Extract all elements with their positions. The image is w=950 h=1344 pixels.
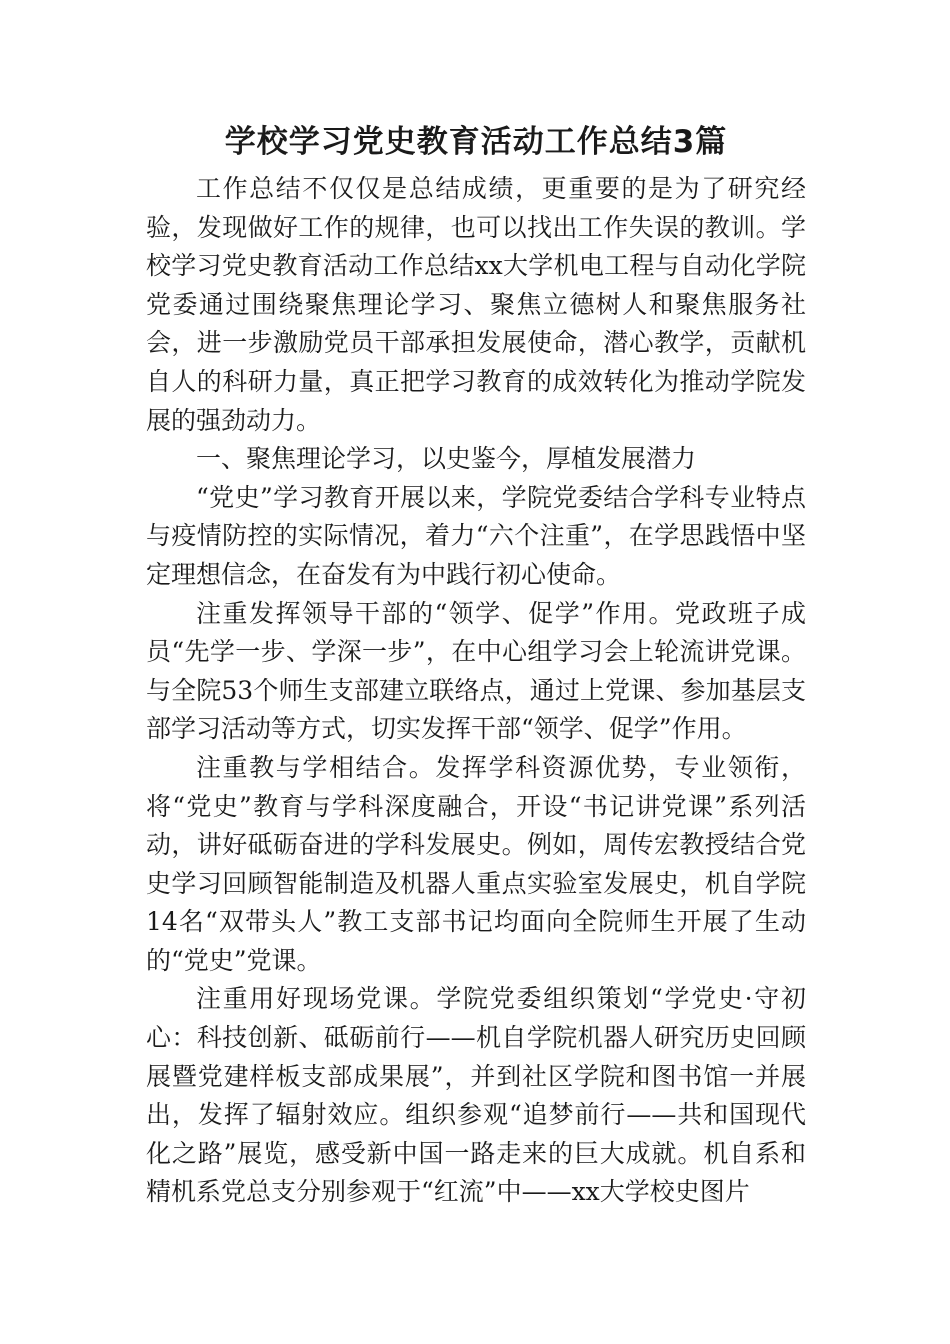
section-heading-1: 一、聚焦理论学习，以史鉴今，厚植发展潜力 xyxy=(196,444,697,474)
paragraph-onsite-lessons: 注重用好现场党课。学院党委组织策划“学党史·守初心：科技创新、砥砺前行——机自学院机器人研究历史回顾展暨党建样板支部成果展”，并到社区学院和图书馆一并展出，发挥了辐射效应。组织参观“追梦前行——共和国现代化之路”展览，感受新中国一路走来的巨大成就。机自系和精机系党总支分别参观于“红流”中——xx大学校史图片 xyxy=(146,984,806,1207)
paragraph-overview: “党史”学习教育开展以来，学院党委结合学科专业特点与疫情防控的实际情况，着力“六个注重”，在学思践悟中坚定理想信念，在奋发有为中践行初心使命。 xyxy=(146,482,806,589)
paragraph-intro: 工作总结不仅仅是总结成绩，更重要的是为了研究经验，发现做好工作的规律，也可以找出工作失误的教训。学校学习党史教育活动工作总结xx大学机电工程与自动化学院党委通过围绕聚焦理论学习、聚焦立德树人和聚焦服务社会，进一步激励党员干部承担发展使命，潜心教学，贡献机自人的科研力量，真正把学习教育的成效转化为推动学院发展的强劲动力。 xyxy=(146,174,806,435)
paragraph-teaching: 注重教与学相结合。发挥学科资源优势，专业领衔，将“党史”教育与学科深度融合，开设“书记讲党课”系列活动，讲好砥砺奋进的学科发展史。例如，周传宏教授结合党史学习回顾智能制造及机器人重点实验室发展史，机自学院14名“双带头人”教工支部书记均面向全院师生开展了生动的“党史”党课。 xyxy=(146,752,806,975)
document-title: 学校学习党史教育活动工作总结3篇 xyxy=(224,124,728,160)
document-page xyxy=(146,120,806,1212)
paragraph-leadership: 注重发挥领导干部的“领学、促学”作用。党政班子成员“先学一步、学深一步”，在中心组学习会上轮流讲党课。与全院53个师生支部建立联络点，通过上党课、参加基层支部学习活动等方式，切实发挥干部“领学、促学”作用。 xyxy=(146,598,806,744)
